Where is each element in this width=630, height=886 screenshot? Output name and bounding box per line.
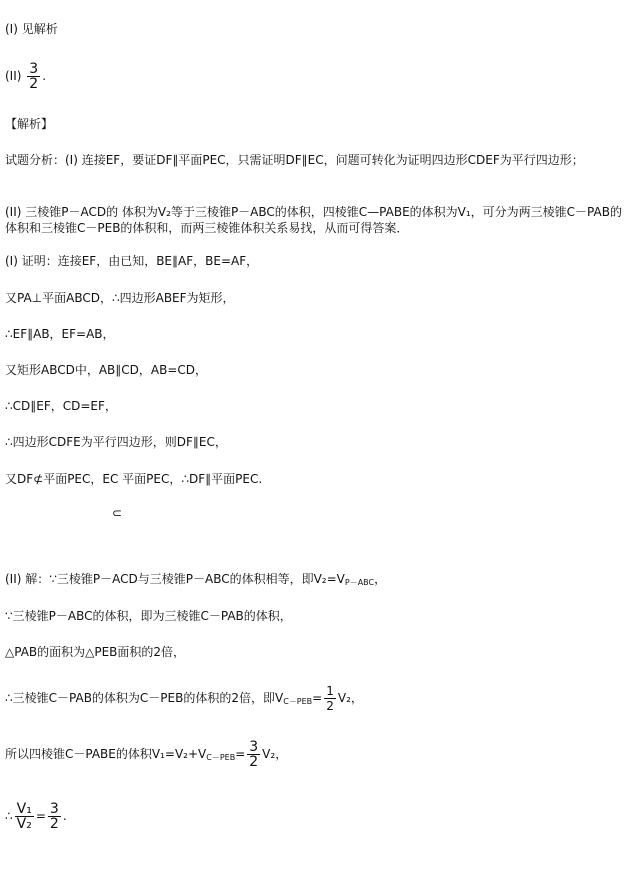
- part2-line-5: [5, 740, 287, 769]
- part1-answer: (I) 见解析: [5, 22, 58, 36]
- part2-line-4-text: ∴三棱锥C－PAB的体积为C－PEB的体积的2倍，即V: [5, 691, 284, 705]
- ratio-denominator: V₂: [16, 816, 32, 832]
- equals-3: =: [35, 809, 46, 823]
- three-halves-fraction: [247, 740, 260, 769]
- section-title: 【解析】: [5, 117, 54, 131]
- analysis-paragraph-1: 试题分析：(I) 连接EF，要证DF∥平面PEC，只需证明DF∥EC，问题可转化为证明四边形CDEF为平行四边形；: [5, 153, 584, 167]
- three-halves-denominator: 2: [249, 754, 259, 770]
- three-halves-numerator: 3: [249, 739, 259, 755]
- result-numerator: 3: [49, 801, 59, 817]
- part2-line-6-end: .: [62, 809, 67, 823]
- volume-ratio-fraction: [15, 802, 34, 831]
- v-sub-cpeb: C－PEB: [283, 697, 313, 706]
- part2-suffix: .: [42, 69, 47, 83]
- half-fraction: [324, 684, 336, 713]
- proof-line-5: ∴CD∥EF，CD=EF，: [5, 399, 117, 413]
- proof-line-7: 又DF⊄平面PEC，EC 平面PEC，∴DF∥平面PEC.: [5, 472, 263, 486]
- result-fraction: [48, 802, 61, 831]
- result-denominator: 2: [49, 816, 59, 832]
- part2-answer: [5, 62, 46, 91]
- equals: =: [312, 691, 323, 705]
- part2-line-6: [5, 802, 67, 831]
- part2-line-1: [5, 571, 386, 591]
- answer-denominator: 2: [29, 76, 39, 92]
- ratio-numerator: V₁: [16, 801, 32, 817]
- proof-line-2: 又PA⊥平面ABCD，∴四边形ABEF为矩形，: [5, 291, 235, 305]
- part2-line-4: [5, 684, 363, 713]
- analysis-paragraph-2: (II) 三棱锥P－ACD的 体积为V₂等于三棱锥P－ABC的体积，四棱锥C—PABE的体积为V₁，可分为两三棱锥C－PAB的体积和三棱锥C－PEB的体积和，而两三棱锥体积关系易找，从而可得答案．: [5, 205, 622, 235]
- part2-line-4-end: V₂，: [337, 691, 363, 705]
- part2-line-5-end: V₂，: [262, 747, 288, 761]
- part2-line-1-end: ，: [374, 572, 387, 586]
- half-numerator: 1: [326, 684, 334, 698]
- v-sub-pabc: P－ABC: [344, 578, 375, 587]
- v-sub-cpeb-2: C－PEB: [206, 753, 236, 762]
- equals-2: =: [235, 747, 246, 761]
- part2-prefix: (II): [5, 69, 22, 83]
- proof-line-4: 又矩形ABCD中，AB∥CD，AB=CD，: [5, 363, 208, 377]
- subset-symbol: ⊂: [112, 506, 123, 520]
- proof-line-3: ∴EF∥AB，EF=AB，: [5, 327, 115, 341]
- part2-line-5-text: 所以四棱锥C－PABE的体积V₁=V₂+V: [5, 747, 207, 761]
- part2-line-1-text: (II) 解：∵三棱锥P－ACD与三棱锥P－ABC的体积相等，即V₂=V: [5, 572, 345, 586]
- part2-line-3: △PAB的面积为△PEB面积的2倍，: [5, 645, 186, 659]
- half-denominator: 2: [326, 699, 334, 713]
- proof-line-1: (I) 证明：连接EF，由已知，BE∥AF，BE=AF，: [5, 254, 259, 268]
- proof-line-6: ∴四边形CDFE为平行四边形，则DF∥EC，: [5, 435, 227, 449]
- answer-numerator: 3: [29, 61, 39, 77]
- part2-line-2: ∵三棱锥P－ABC的体积，即为三棱锥C－PAB的体积，: [5, 609, 292, 623]
- therefore-symbol: ∴: [5, 809, 13, 823]
- answer-fraction: [27, 62, 40, 91]
